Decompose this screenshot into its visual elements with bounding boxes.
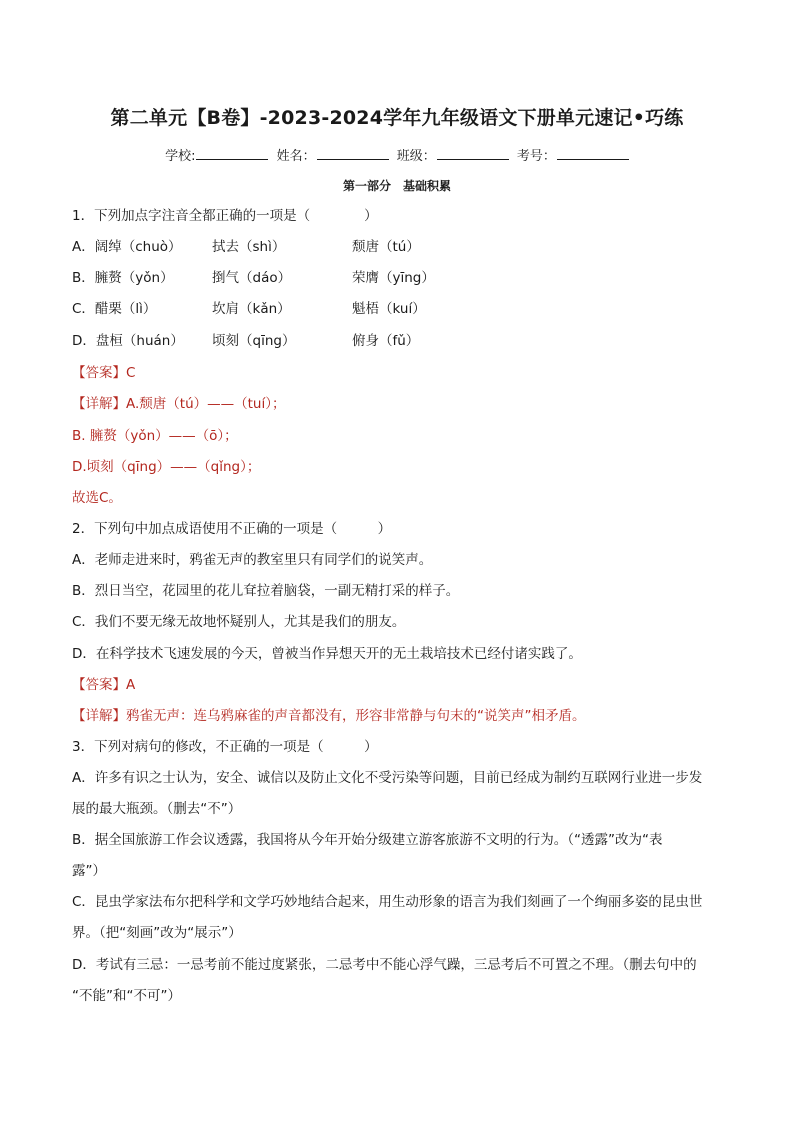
q2-answer: 【答案】A [72,677,136,693]
q2-stem: 2．下列句中加点成语使用不正确的一项是（ ） [72,521,392,537]
q1-option-c: C．醋栗（lì） 坎肩（kǎn） 魁梧（kuí） [72,301,426,317]
q2-option-c: C．我们不要无缘无故地怀疑别人，尤其是我们的朋友。 [72,614,406,630]
q1-answer: 【答案】C [72,365,136,381]
student-info-line [0,145,794,164]
number-field[interactable]: 考号： [517,145,629,164]
q3-option-a-line2: 展的最大瓶颈。（删去“不”） [72,801,242,817]
q3-option-b-line1: B．据全国旅游工作会议透露，我国将从今年开始分级建立游客旅游不文明的行为。（“透露”改为“表 [72,832,663,848]
q1-conclusion: 故选C。 [72,490,122,506]
q3-option-c-line2: 界。（把“刻画”改为“展示”） [72,925,242,941]
q3-option-b-line2: 露”） [72,863,106,879]
school-blank[interactable] [196,147,268,160]
q1-detail-3: D.顷刻（qīng）——（qǐng）； [72,459,261,475]
q2-detail: 【详解】鸦雀无声：连乌鸦麻雀的声音都没有，形容非常静与句末的“说笑声”相矛盾。 [72,708,586,724]
class-blank[interactable] [437,147,509,160]
q3-stem: 3．下列对病句的修改，不正确的一项是（ ） [72,739,378,755]
q1-option-a: A．阔绰（chuò） 拭去（shì） 颓唐（tú） [72,239,420,255]
q3-option-d-line2: “不能”和“不可”） [72,988,181,1004]
school-field[interactable]: 学校: [165,145,268,164]
q3-option-c-line1: C．昆虫学家法布尔把科学和文学巧妙地结合起来，用生动形象的语言为我们刻画了一个绚丽多姿的昆虫世 [72,894,703,910]
class-field[interactable]: 班级： [397,145,509,164]
document-title: 第二单元【B卷】-2023-2024学年九年级语文下册单元速记•巧练 [110,107,684,129]
section-heading: 第一部分 基础积累 [342,179,451,193]
name-blank[interactable] [317,147,389,160]
q3-option-a-line1: A．许多有识之士认为，安全、诚信以及防止文化不受污染等问题，目前已经成为制约互联网行业进一步发 [72,770,703,786]
q2-option-b: B．烈日当空，花园里的花儿耷拉着脑袋，一副无精打采的样子。 [72,583,460,599]
q1-stem: 1．下列加点字注音全都正确的一项是（ ） [72,208,378,224]
q3-option-d-line1: D．考试有三忌：一忌考前不能过度紧张，二忌考中不能心浮气躁，三忌考后不可置之不理。（删去句中的 [72,957,697,973]
q1-detail-2: B. 臃赘（yǒn）——（ō）； [72,428,238,444]
q2-option-d: D．在科学技术飞速发展的今天，曾被当作异想天开的无土栽培技术已经付诸实践了。 [72,646,582,662]
q2-option-a: A．老师走进来时，鸦雀无声的教室里只有同学们的说笑声。 [72,552,433,568]
name-field[interactable]: 姓名： [277,145,389,164]
q1-detail-1: 【详解】A.颓唐（tú）——（tuí）； [72,396,286,412]
number-blank[interactable] [557,147,629,160]
q1-option-b: B．臃赘（yǒn） 捯气（dáo） 荣膺（yīng） [72,270,435,286]
q1-option-d: D．盘桓（huán） 顷刻（qīng） 俯身（fǔ） [72,333,420,349]
